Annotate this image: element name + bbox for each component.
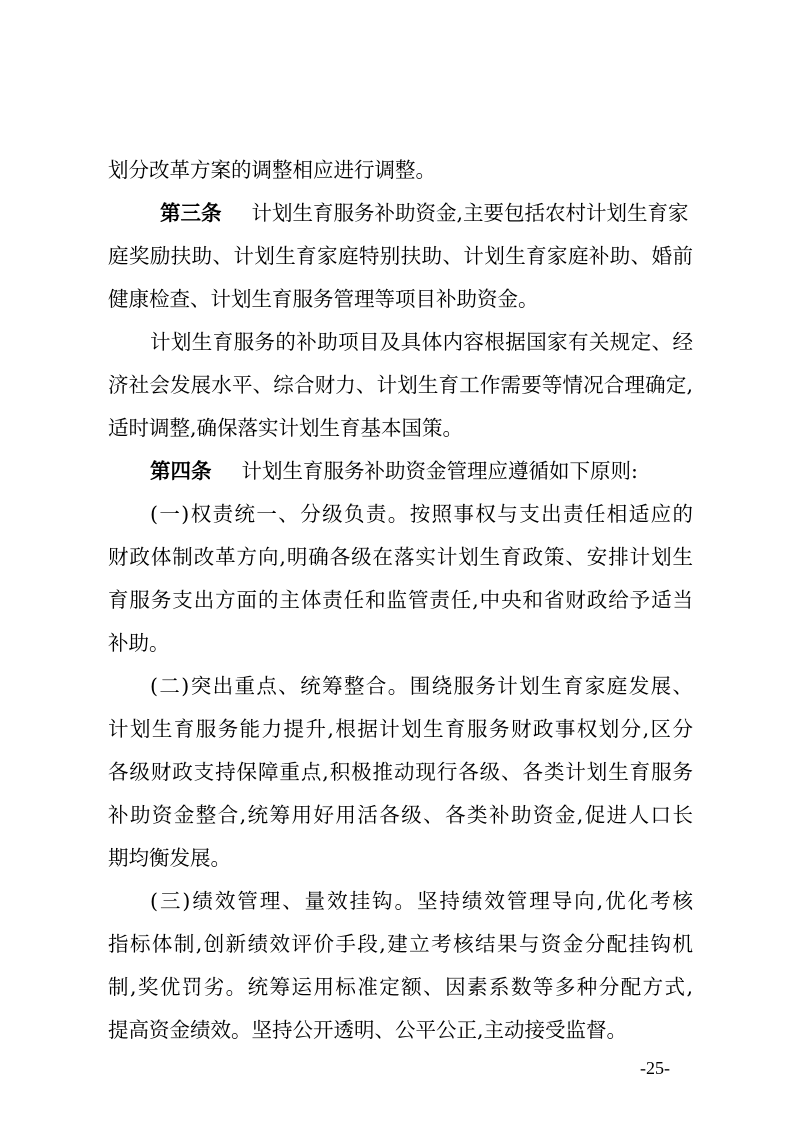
text-line: 庭奖励扶助、计划生育家庭特别扶助、计划生育家庭补助、婚前: [108, 244, 693, 268]
text-line: 计划生育服务的补助项目及具体内容根据国家有关规定、经: [150, 330, 693, 354]
article-heading: 第四条: [150, 459, 212, 483]
text-line: 制,奖优罚劣。统筹运用标准定额、因素系数等多种分配方式,: [108, 975, 693, 999]
text-line: 育服务支出方面的主体责任和监管责任,中央和省财政给予适当: [108, 588, 693, 612]
text-line: 健康检查、计划生育服务管理等项目补助资金。: [108, 287, 539, 311]
text-line: 计划生育服务能力提升,根据计划生育服务财政事权划分,区分: [108, 717, 693, 741]
text-line: [150, 457, 638, 485]
article-heading: 第三条: [160, 201, 222, 225]
text-line: (二)突出重点、统筹整合。围绕服务计划生育家庭发展、: [150, 674, 693, 698]
text-line: 划分改革方案的调整相应进行调整。: [108, 158, 436, 182]
article-text: 计划生育服务补助资金,主要包括农村计划生育家: [251, 201, 689, 225]
text-line: [160, 199, 689, 227]
text-line: 补助。: [108, 631, 170, 655]
text-line: 指标体制,创新绩效评价手段,建立考核结果与资金分配挂钩机: [108, 932, 693, 956]
text-line: 期均衡发展。: [108, 846, 231, 870]
text-line: 适时调整,确保落实计划生育基本国策。: [108, 416, 464, 440]
text-line: 各级财政支持保障重点,积极推动现行各级、各类计划生育服务: [108, 760, 693, 784]
text-line: 财政体制改革方向,明确各级在落实计划生育政策、安排计划生: [108, 545, 693, 569]
text-line: (一)权责统一、分级负责。按照事权与支出责任相适应的: [150, 502, 693, 526]
text-line: (三)绩效管理、量效挂钩。坚持绩效管理导向,优化考核: [150, 889, 693, 913]
article-text: 计划生育服务补助资金管理应遵循如下原则:: [241, 459, 638, 483]
text-line: 提高资金绩效。坚持公开透明、公平公正,主动接受监督。: [108, 1018, 628, 1042]
page-number: -25-: [640, 1058, 670, 1078]
text-line: 补助资金整合,统筹用好用活各级、各类补助资金,促进人口长: [108, 803, 693, 827]
text-line: 济社会发展水平、综合财力、计划生育工作需要等情况合理确定,: [108, 373, 693, 397]
